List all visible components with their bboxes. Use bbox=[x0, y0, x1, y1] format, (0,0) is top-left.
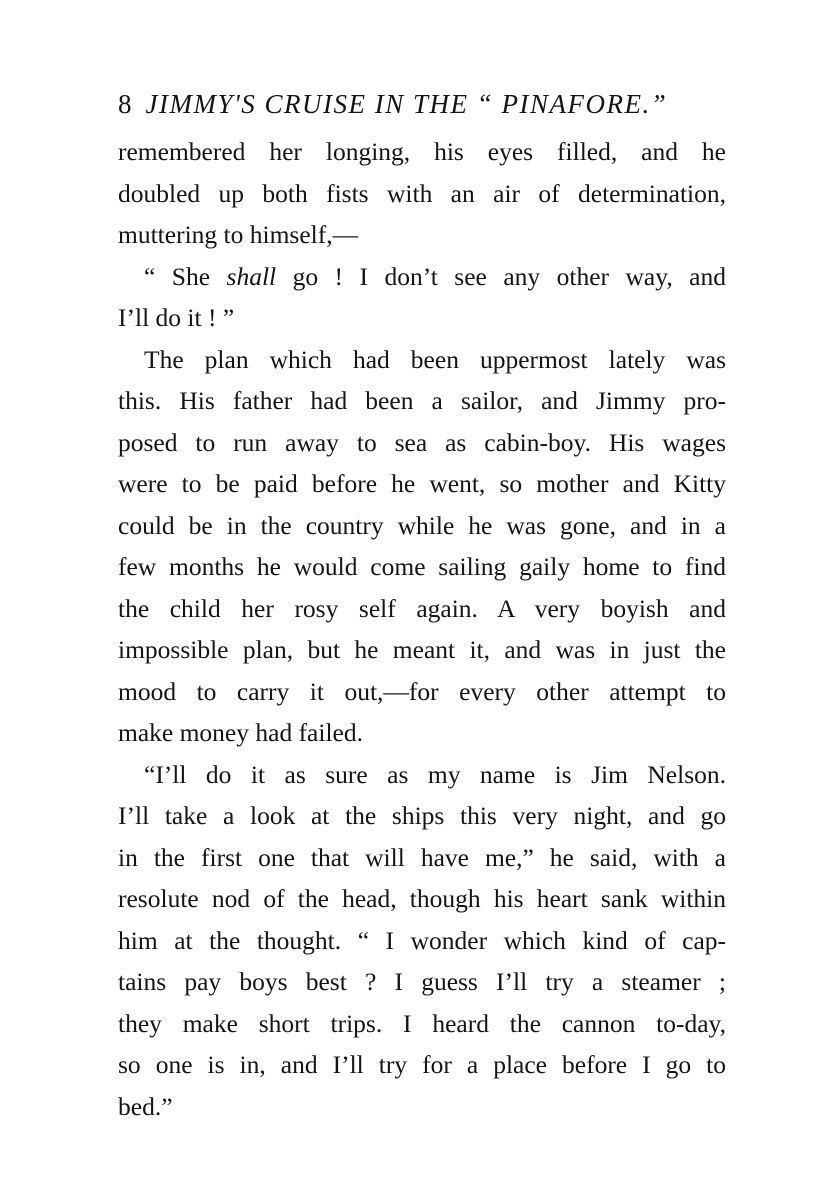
emphasis-shall: shall bbox=[226, 261, 277, 291]
text-line: muttering to himself,— bbox=[118, 220, 359, 249]
text-line: posed to run away to sea as cabin-boy. His wages bbox=[118, 427, 726, 457]
text-line: the child her rosy self again. A very boyish and bbox=[118, 593, 726, 623]
running-title: JIMMY'S CRUISE IN THE “ PINAFORE.” bbox=[145, 89, 668, 119]
text-line: bed.” bbox=[118, 1091, 173, 1121]
page-number: 8 bbox=[118, 89, 132, 119]
text-line: mood to carry it out,—for every other attempt to bbox=[118, 676, 726, 706]
text-line: him at the thought. “ I wonder which kind of cap- bbox=[118, 925, 726, 955]
body-text bbox=[118, 131, 726, 1127]
text-line: impossible plan, but he meant it, and was in just the bbox=[118, 635, 726, 664]
text-line: I’ll do it ! ” bbox=[118, 303, 235, 332]
text-line: The plan which had been uppermost lately was bbox=[144, 344, 726, 374]
text-line: “I’ll do it as sure as my name is Jim Nelson. bbox=[144, 759, 726, 789]
text-line: could be in the country while he was gone, and in a bbox=[118, 510, 726, 540]
text-line: this. His father had been a sailor, and Jimmy pro- bbox=[118, 386, 726, 415]
text-line: remembered her longing, his eyes filled, and he bbox=[118, 137, 726, 166]
text-line: I’ll take a look at the ships this very night, and go bbox=[118, 801, 726, 830]
text-segment: go ! I don’t see any other way, and bbox=[276, 261, 726, 291]
text-line: tains pay boys best ? I guess I’ll try a steamer ; bbox=[118, 967, 726, 996]
text-line: make money had failed. bbox=[118, 718, 363, 747]
text-line: were to be paid before he went, so mother and Kitty bbox=[118, 469, 726, 498]
text-line: few months he would come sailing gaily home to find bbox=[118, 552, 726, 581]
text-segment: “ She bbox=[144, 261, 227, 291]
running-head bbox=[118, 84, 728, 124]
text-line: resolute nod of the head, though his heart sank within bbox=[118, 884, 726, 913]
text-line: so one is in, and I’ll try for a place before I go to bbox=[118, 1050, 726, 1079]
text-line bbox=[118, 256, 726, 298]
text-line: they make short trips. I heard the cannon to-day, bbox=[118, 1008, 726, 1038]
text-line: doubled up both fists with an air of determination, bbox=[118, 178, 726, 208]
text-line: in the first one that will have me,” he said, with a bbox=[118, 842, 726, 872]
